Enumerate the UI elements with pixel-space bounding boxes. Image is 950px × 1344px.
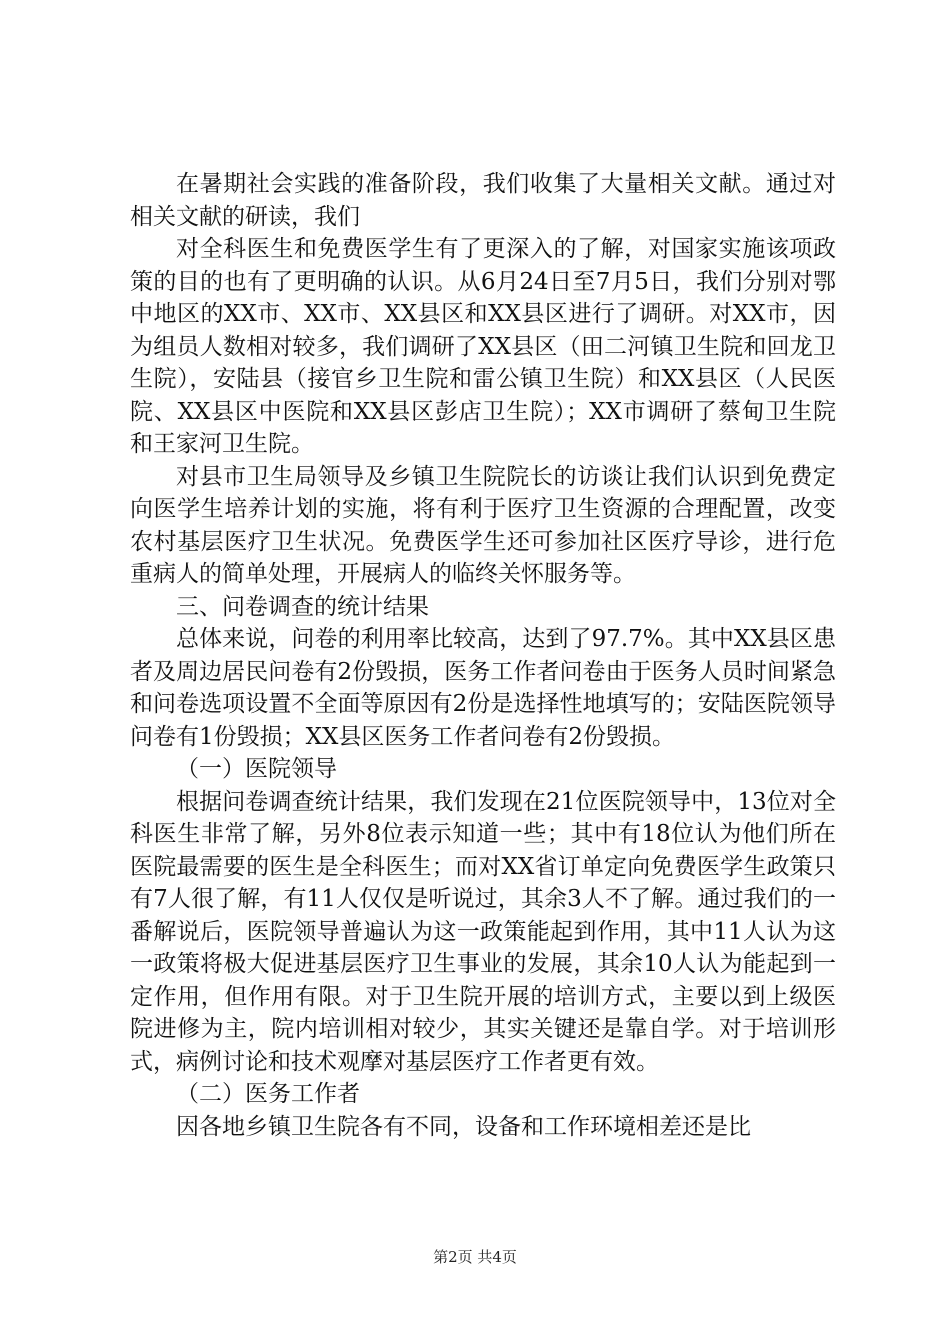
subsection-heading-medical-workers: （二）医务工作者 [176, 1081, 360, 1107]
paragraph-research-scope: 对全科医生和免费医学生有了更深入的了解，对国家实施该项政策的目的也有了更明确的认识。从6月24日至7月5日，我们分别对鄂中地区的XX市、XX市、XX县区和XX县区进行了调研。对XX市，因为组员人数相对较多，我们调研了XX县区（田二河镇卫生院和回龙卫生院），安陆县（接官乡卫生院和雷公镇卫生院）和XX县区（人民医院、XX县区中医院和XX县区彭店卫生院）；XX市调研了蔡甸卫生院和王家河卫生院。 [130, 236, 836, 457]
paragraph-interview-findings: 对县市卫生局领导及乡镇卫生院院长的访谈让我们认识到免费定向医学生培养计划的实施，将有利于医疗卫生资源的合理配置，改变农村基层医疗卫生状况。免费医学生还可参加社区医疗导诊，进行危重病人的简单处理，开展病人的临终关怀服务等。 [130, 463, 836, 587]
paragraph-hospital-leaders: 根据问卷调查统计结果，我们发现在21位医院领导中，13位对全科医生非常了解，另外8位表示知道一些；其中有18位认为他们所在医院最需要的医生是全科医生；而对XX省订单定向免费医学生政策只有7人很了解，有11人仅仅是听说过，其余3人不了解。通过我们的一番解说后，医院领导普遍认为这一政策能起到作用，其中11人认为这一政策将极大促进基层医疗卫生事业的发展，其余10人认为能起到一定作用，但作用有限。对于卫生院开展的培训方式，主要以到上级医院进修为主，院内培训相对较少，其实关键还是靠自学。对于培训形式，病例讨论和技术观摩对基层医疗工作者更有效。 [130, 788, 836, 1075]
page-footer: 第2页 共4页 [433, 1248, 517, 1266]
paragraph-survey-usage: 总体来说，问卷的利用率比较高，达到了97.7%。其中XX县区患者及周边居民问卷有2份毁损，医务工作者问卷由于医务人员时间紧急和问卷选项设置不全面等原因有2份是选择性地填写的；安陆医院领导问卷有1份毁损；XX县区医务工作者问卷有2份毁损。 [130, 626, 836, 750]
paragraph-literature-review: 在暑期社会实践的准备阶段，我们收集了大量相关文献。通过对相关文献的研读，我们 [130, 171, 836, 230]
document-body [130, 168, 836, 1143]
section-heading-survey-results: 三、问卷调查的统计结果 [176, 593, 429, 620]
subsection-heading-hospital-leaders: （一）医院领导 [176, 756, 337, 782]
paragraph-medical-workers: 因各地乡镇卫生院各有不同，设备和工作环境相差还是比 [176, 1113, 751, 1140]
